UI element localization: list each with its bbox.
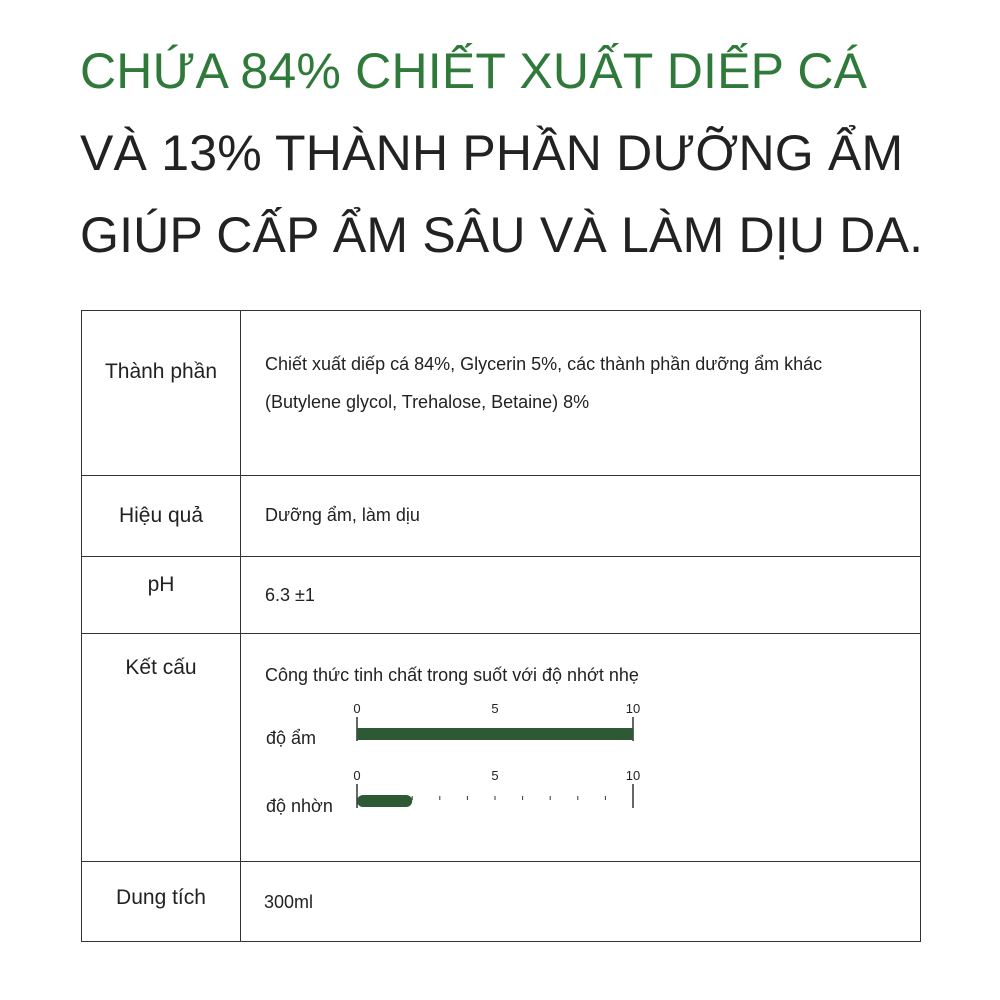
row-value: Chiết xuất diếp cá 84%, Glycerin 5%, các thành phần dưỡng ẩm khác (Butylene glycol, Trehalose, Betaine) 8% xyxy=(265,354,823,412)
row-label-cell xyxy=(82,311,241,476)
spec-table xyxy=(81,310,921,942)
row-value: 6.3 ±1 xyxy=(265,585,315,605)
row-value-cell xyxy=(241,634,921,862)
scale-bar xyxy=(357,728,633,740)
row-value-cell xyxy=(241,311,921,476)
texture-scales xyxy=(265,686,865,816)
scale-tick-label: 0 xyxy=(353,768,361,783)
row-value: Dưỡng ẩm, làm dịu xyxy=(265,505,420,525)
row-label-cell xyxy=(82,862,241,942)
row-label: Hiệu quả xyxy=(118,504,204,527)
headline-line-2: VÀ 13% THÀNH PHẦN DƯỠNG ẨM xyxy=(80,125,904,181)
scale-moisture-svg xyxy=(353,701,645,751)
scale-bar xyxy=(357,795,412,807)
row-label: pH xyxy=(147,573,175,596)
table-row xyxy=(82,311,921,476)
row-label: Dung tích xyxy=(116,886,206,909)
scale-name: độ ẩm xyxy=(266,728,317,748)
headline-line-1: CHỨA 84% CHIẾT XUẤT DIẾP CÁ xyxy=(80,43,868,99)
row-label: Kết cấu xyxy=(125,656,197,679)
row-label-cell xyxy=(82,557,241,634)
row-value-cell xyxy=(241,476,921,557)
row-value-cell xyxy=(241,557,921,634)
scale-name: độ nhờn xyxy=(266,796,333,816)
scale-oiliness xyxy=(265,768,865,834)
row-value-cell xyxy=(241,862,921,942)
scale-tick-label: 10 xyxy=(625,701,641,716)
table-row xyxy=(82,476,921,557)
row-label: Thành phần xyxy=(104,360,218,383)
headline-line-3: GIÚP CẤP ẨM SÂU VÀ LÀM DỊU DA. xyxy=(80,207,924,263)
scale-tick-label: 5 xyxy=(491,768,499,783)
scale-tick-label: 10 xyxy=(625,768,641,783)
scale-tick-label: 5 xyxy=(491,701,499,716)
row-label-cell xyxy=(82,476,241,557)
scale-oiliness-svg xyxy=(353,768,645,818)
row-value: 300ml xyxy=(264,892,314,912)
table-row xyxy=(82,634,921,862)
row-value: Công thức tinh chất trong suốt với độ nhớt nhẹ xyxy=(265,665,639,685)
scale-tick-label: 0 xyxy=(353,701,361,716)
scale-moisture xyxy=(265,701,865,767)
table-row xyxy=(82,557,921,634)
table-row xyxy=(82,862,921,942)
row-label-cell xyxy=(82,634,241,862)
headline xyxy=(80,30,980,276)
